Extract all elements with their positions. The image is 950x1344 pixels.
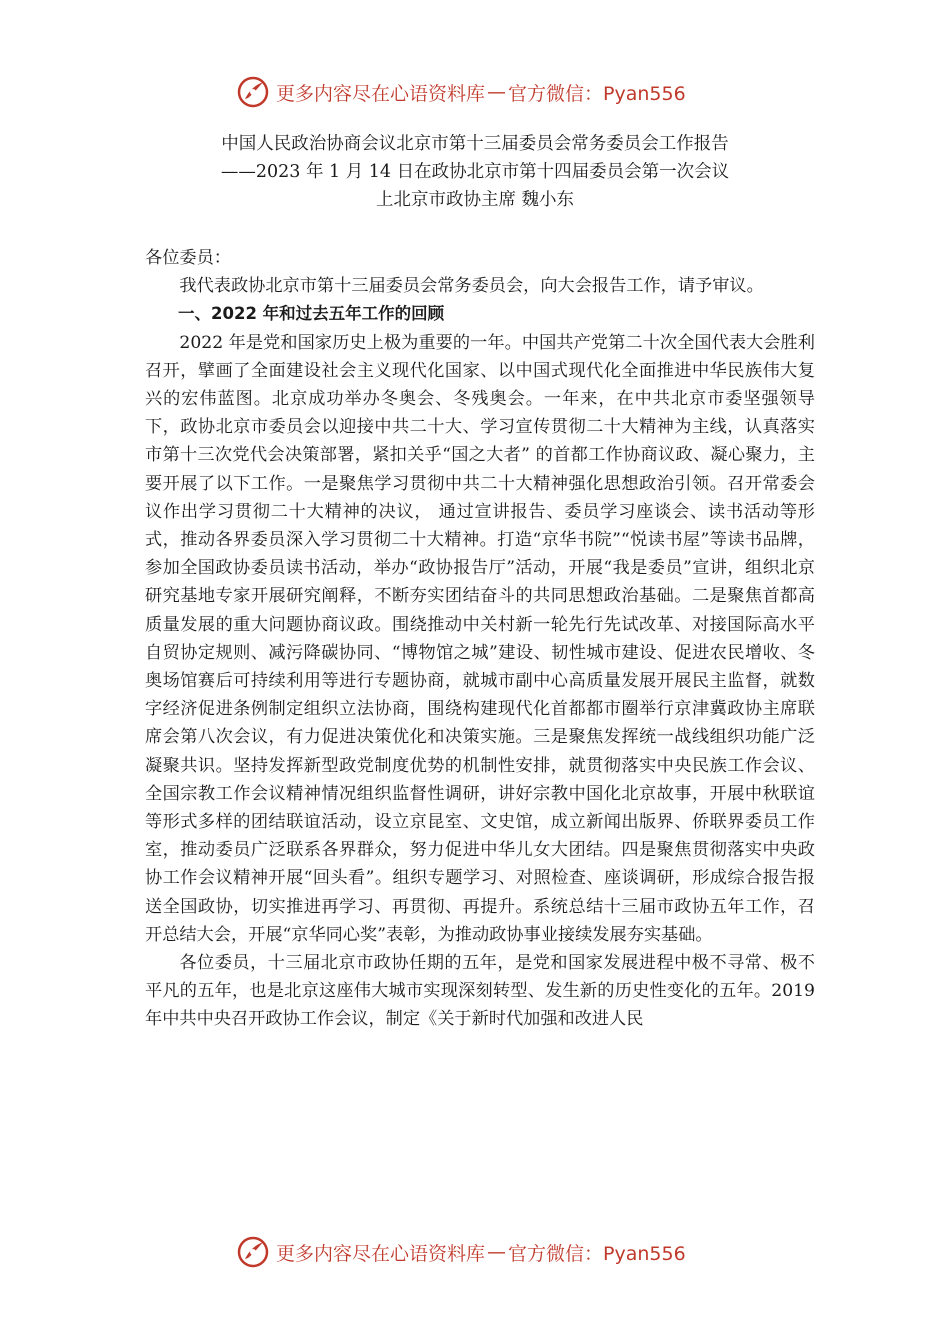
watermark-main-text: 更多内容尽在心语资料库 <box>276 1242 486 1265</box>
watermark-separator: — <box>487 81 507 103</box>
feather-swirl-logo-icon <box>236 75 270 109</box>
section-heading: 一、2022 年和过去五年工作的回顾 <box>178 304 445 324</box>
body-paragraph: 各位委员，十三届北京市政协任期的五年，是党和国家发展进程中极不寻常、极不平凡的五年，也是北京这座伟大城市实现深刻转型、发生新的历史性变化的五年。2019 年中共中央召开政协工作会议，制定《关于新时代加强和改进人民 <box>145 953 815 1030</box>
document-title: 中国人民政治协商会议北京市第十三届委员会常务委员会工作报告 <box>221 134 729 154</box>
salutation: 各位委员： <box>145 248 231 268</box>
document-title-block <box>0 130 950 214</box>
watermark-banner-bottom <box>236 1232 686 1272</box>
watermark-banner-top <box>236 72 686 112</box>
watermark-separator: — <box>487 1241 507 1263</box>
body-paragraph: 2022 年是党和国家历史上极为重要的一年。中国共产党第二十次全国代表大会胜利召开，擘画了全面建设社会主义现代化国家、以中国式现代化全面推进中华民族伟大复兴的宏伟蓝图。北京成功举办冬奥会、冬残奥会。一年来，在中共北京市委坚强领导下，政协北京市委员会以迎接中共二十大、学习宣传贯彻二十大精神为主线，认真落实市第十三次党代会决策部署，紧扣关乎“国之大者” 的首都工作协商议政、凝心聚力，主要开展了以下工作。一是聚焦学习贯彻中共二十大精神强化思想政治引领。召开常委会议作出学习贯彻二十大精神的决议， 通过宣讲报告、委员学习座谈会、读书活动等形式，推动各界委员深入学习贯彻二十大精神。打造“京华书院”“悦读书屋”等读书品牌，参加全国政协委员读书活动，举办“政协报告厅”活动，开展“我是委员”宣讲，组织北京研究基地专家开展研究阐释，不断夯实团结奋斗的共同思想政治基础。二是聚焦首都高质量发展的重大问题协商议政。围绕推动中关村新一轮先行先试改革、对接国际高水平自贸协定规则、减污降碳协同、“博物馆之城”建设、韧性城市建设、促进农民增收、冬奥场馆赛后可持续利用等进行专题协商，就城市副中心高质量发展开展民主监督，就数字经济促进条例制定组织立法协商，围绕构建现代化首都都市圈举行京津冀政协主席联席会第八次会议，有力促进决策优化和决策实施。三是聚焦发挥统一战线组织功能广泛凝聚共识。坚持发挥新型政党制度优势的机制性安排，就贯彻落实中央民族工作会议、全国宗教工作会议精神情况组织监督性调研，讲好宗教中国化北京故事，开展中秋联谊等形式多样的团结联谊活动，设立京昆室、文史馆，成立新闻出版界、侨联界委员工作室，推动委员广泛联系各界群众，努力促进中华儿女大团结。四是聚焦贯彻落实中央政协工作会议精神开展“回头看”。组织专题学习、对照检查、座谈调研，形成综合报告报送全国政协，切实推进再学习、再贯彻、再提升。系统总结十三届市政协五年工作，召开总结大会，开展“京华同心奖”表彰，为推动政协事业接续发展夯实基础。 <box>145 332 815 945</box>
feather-swirl-logo-icon <box>236 1235 270 1269</box>
intro-paragraph: 我代表政协北京市第十三届委员会常务委员会，向大会报告工作，请予审议。 <box>179 276 764 297</box>
document-speaker: 上北京市政协主席 魏小东 <box>375 190 575 210</box>
watermark-main-text: 更多内容尽在心语资料库 <box>276 82 486 105</box>
watermark-contact-text: 官方微信：Pyan556 <box>508 82 686 105</box>
document-subtitle: ——2023 年 1 月 14 日在政协北京市第十四届委员会第一次会议 <box>220 162 730 182</box>
watermark-contact-text: 官方微信：Pyan556 <box>508 1242 686 1265</box>
document-body <box>145 244 815 1034</box>
